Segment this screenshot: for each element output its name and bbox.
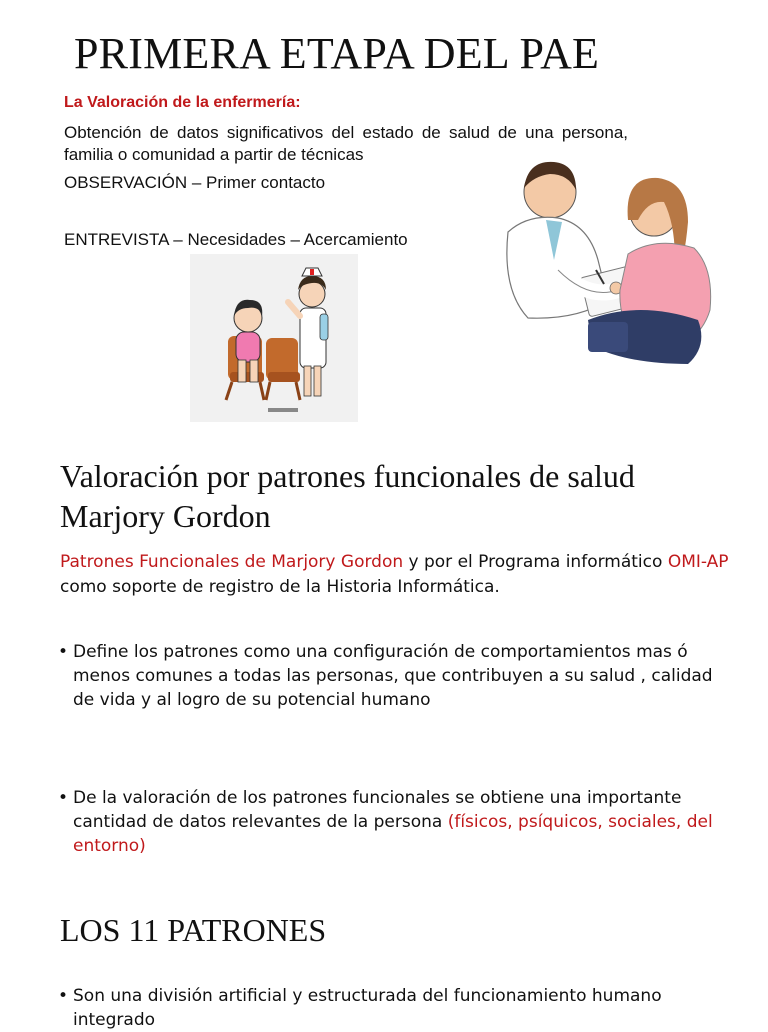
marjory-gordon-link-text: Patrones Funcionales de Marjory Gordon	[60, 552, 404, 572]
omi-ap-text: OMI-AP	[667, 552, 729, 572]
para-text-2: como soporte de registro de la Historia Informática.	[60, 577, 500, 597]
patrones-paragraph	[60, 550, 740, 600]
bullet-icon: •	[58, 788, 69, 808]
bullet-valoracion-datos	[58, 786, 733, 858]
bullet-icon: •	[58, 986, 69, 1006]
page-title: PRIMERA ETAPA DEL PAE	[74, 29, 600, 78]
doctor-patient-drawing	[488, 150, 720, 366]
section-title-11-patrones: LOS 11 PATRONES	[60, 912, 327, 948]
entrevista-line: ENTREVISTA – Necesidades – Acercamiento	[64, 230, 408, 249]
bullet-division-artificial	[58, 984, 733, 1032]
nurse-girl-drawing	[190, 254, 358, 422]
observacion-line: OBSERVACIÓN – Primer contacto	[64, 173, 326, 192]
bullet-text: De la valoración de los patrones funcionales se obtiene una importante cantidad de datos relevantes de la persona	[73, 788, 682, 832]
section-subtitle: La Valoración de la enfermería:	[64, 94, 301, 111]
bullet-text: Son una división artificial y estructurada del funcionamiento humano integrado	[73, 986, 662, 1030]
nurse-girl-illustration	[190, 254, 358, 422]
intro-text: Obtención de datos significativos del estado de salud de una persona, familia o comunidad a partir de técnicas	[64, 123, 628, 164]
doctor-patient-illustration	[488, 150, 720, 366]
bullet-highlight: (físicos, psíquicos, sociales, del entorno)	[73, 812, 713, 856]
bullet-icon: •	[58, 642, 69, 662]
section-title-patrones: Valoración por patrones funcionales de salud Marjory Gordon	[60, 458, 635, 534]
bullet-define-patrones	[58, 640, 733, 712]
bullet-text: Define los patrones como una configuración de comportamientos mas ó menos comunes a todas las personas, que contribuyen a su salud , calidad de vida y al logro de su potencial humano	[73, 642, 713, 710]
para-text-1: y por el Programa informático	[403, 552, 668, 572]
